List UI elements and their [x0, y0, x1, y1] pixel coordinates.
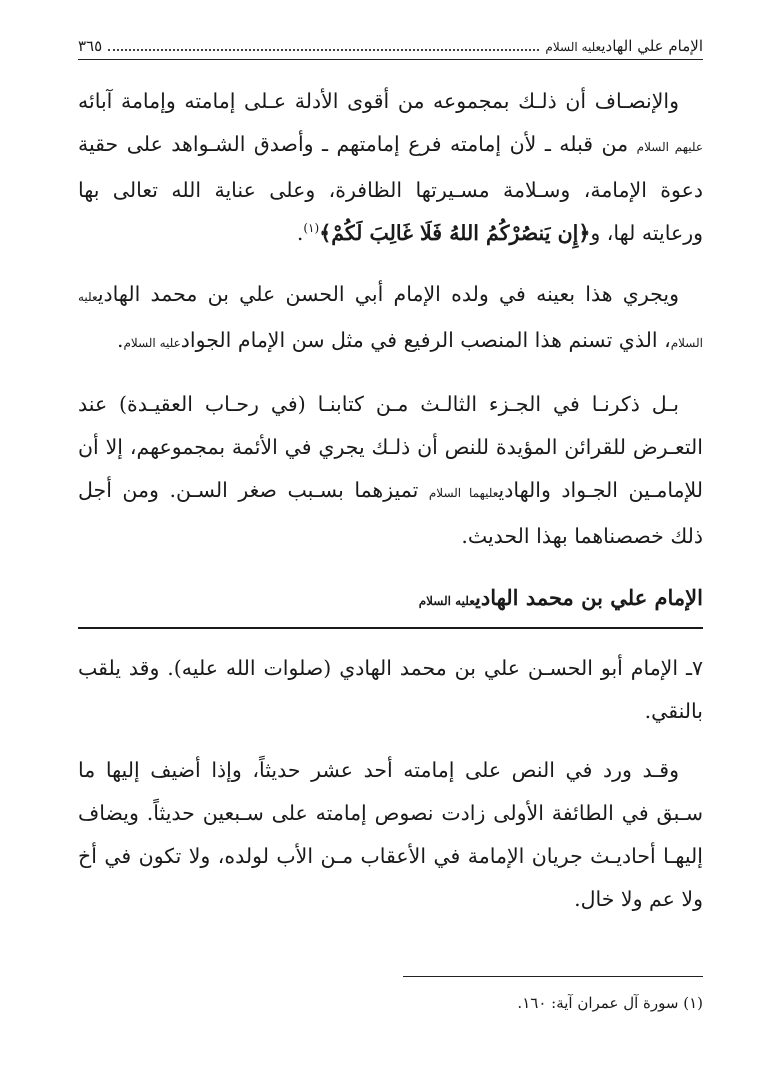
header-title: الإمام علي الهاديعليه السلام	[545, 37, 703, 55]
honorific: عليه السلام	[78, 290, 703, 350]
paragraph-2: ويجري هذا بعينه في ولده الإمام أبي الحسن علي بن محمد الهاديعليه السلام، الذي تسنم هذا المنصب الرفيع في مثل سن الإمام الجوادعليه السلام.	[78, 282, 703, 352]
paragraph-3: بـل ذكرنـا في الجـزء الثالـث مـن كتابنـا (في رحـاب العقيـدة) عند التعـرض للقرائن المؤيدة للنص أن ذلـك يجري في الأئمة بمجموعهم، إلا أن للإمامـين الجـواد والهاديعليهما السلام تميزهما بسـبب صغر السـن. ومن أجل ذلك خصصناهما بهذا الحديث.	[78, 392, 704, 548]
running-header	[78, 24, 703, 60]
honorific: عليه السلام	[123, 336, 181, 350]
honorific: عليه السلام	[418, 594, 475, 608]
book-page	[78, 24, 703, 1054]
footnote-separator	[403, 976, 703, 977]
page-number: ٣٦٥	[78, 37, 103, 55]
footnote: (١) سورة آل عمران آية: ١٦٠.	[517, 994, 703, 1012]
honorific: عليهم السلام	[636, 140, 703, 154]
paragraph-5: وقـد ورد في النص على إمامته أحد عشر حديثاً، وإذا أضيف إليها ما سـبق في الطائفة الأولى زادت نصوص إمامته على سـبعين حديثاً. ويضاف إليهـا أحاديـث جريان الإمامة في الأعقاب مـن الأب لولده، ولا تكون في أخ ولا عم ولا خال.	[78, 758, 703, 911]
honorific: عليهما السلام	[428, 486, 499, 500]
paragraph-4: ٧ـ الإمام أبو الحسـن علي بن محمد الهادي (صلوات الله عليه). وقد يلقب بالنقي.	[78, 656, 703, 723]
paragraph-1: والإنصـاف أن ذلـك بمجموعه من أقوى الأدلة عـلى إمامته وإمامة آبائه عليهم السلام من قبله ـ لأن إمامته فرع إمامتهم ـ وأصدق الشـواهد على حقية دعوة الإمامة، وسـلامة مسـيرتها الظافرة، وعلى عناية الله تعالى بها ورعايته لها، و﴿إِن يَنصُرْكُمُ اللهُ فَلَا غَالِبَ لَكُمْ﴾$^{(١)}$.	[78, 89, 703, 245]
header-honorific: عليه السلام	[545, 40, 602, 54]
header-dot-leader	[108, 49, 539, 51]
footnote-reference: (١)	[303, 221, 320, 236]
section-heading: الإمام علي بن محمد الهاديعليه السلام	[78, 578, 703, 629]
quran-verse: ﴿إِن يَنصُرْكُمُ اللهُ فَلَا غَالِبَ لَكُمْ﴾	[319, 221, 591, 245]
